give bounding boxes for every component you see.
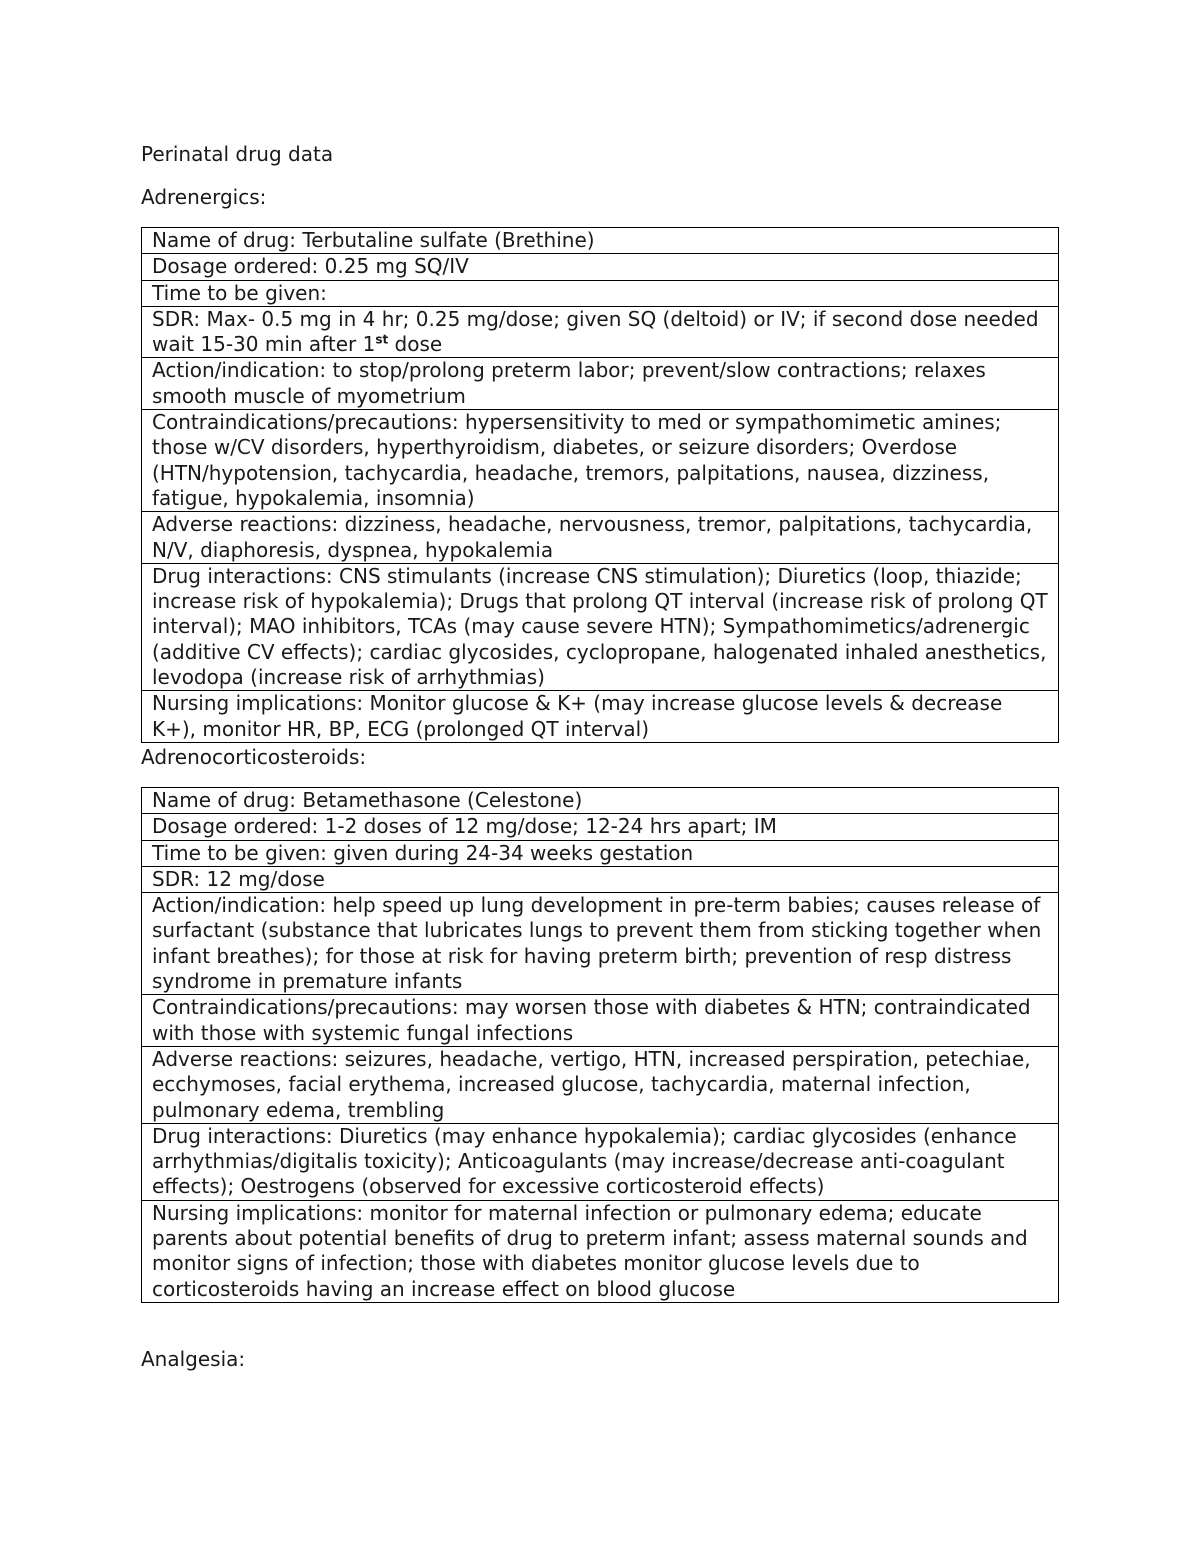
sdr-cell: SDR: 12 mg/dose [142, 866, 1059, 892]
table-row [142, 410, 1059, 512]
table-row [142, 995, 1059, 1047]
time-cell: Time to be given: given during 24-34 weeks gestation [142, 840, 1059, 866]
table-row [142, 1200, 1059, 1302]
adverse-reactions-cell: Adverse reactions: seizures, headache, vertigo, HTN, increased perspiration, petechiae, ecchymoses, facial erythema, increased glucose, tachycardia, maternal infection, pulmonary edema, trembling [142, 1046, 1059, 1123]
dosage-cell: Dosage ordered: 0.25 mg SQ/IV [142, 254, 1059, 280]
table-row [142, 840, 1059, 866]
table-row [142, 280, 1059, 306]
table-row [142, 228, 1059, 254]
sdr-cell [142, 306, 1059, 358]
section-heading-adrenocorticosteroids: Adrenocorticosteroids: [141, 744, 367, 769]
adrenergics-table [141, 227, 1059, 743]
section-heading-analgesia: Analgesia: [141, 1346, 246, 1371]
table-row [142, 306, 1059, 358]
table-row [142, 358, 1059, 410]
table-row [142, 691, 1059, 743]
contraindications-cell: Contraindications/precautions: may worsen those with diabetes & HTN; contraindicated with those with systemic fungal infections [142, 995, 1059, 1047]
table-row [142, 254, 1059, 280]
sdr-text: SDR: Max- 0.5 mg in 4 hr; 0.25 mg/dose; given SQ (deltoid) or IV; if second dose needed wait 15-30 min after 1 [152, 306, 1039, 357]
contraindications-cell: Contraindications/precautions: hypersensitivity to med or sympathomimetic amines; those w/CV disorders, hyperthyroidism, diabetes, or seizure disorders; Overdose (HTN/hypotension, tachycardia, headache, tremors, palpitations, nausea, dizziness, fatigue, hypokalemia, insomnia) [142, 410, 1059, 512]
action-cell: Action/indication: to stop/prolong preterm labor; prevent/slow contractions; relaxes smooth muscle of myometrium [142, 358, 1059, 410]
table-row [142, 563, 1059, 690]
table-row [142, 1123, 1059, 1200]
table-row [142, 512, 1059, 564]
nursing-implications-cell: Nursing implications: monitor for maternal infection or pulmonary edema; educate parents about potential benefits of drug to preterm infant; assess maternal sounds and monitor signs of infection; those with diabetes monitor glucose levels due to corticosteroids having an increase effect on blood glucose [142, 1200, 1059, 1302]
section-heading-adrenergics: Adrenergics: [141, 185, 267, 209]
adrenocorticosteroids-table [141, 787, 1059, 1303]
sdr-text-end: dose [388, 332, 443, 357]
table-row [142, 1046, 1059, 1123]
drug-interactions-cell: Drug interactions: Diuretics (may enhance hypokalemia); cardiac glycosides (enhance arrhythmias/digitalis toxicity); Anticoagulants (may increase/decrease anti-coagulant effects); Oestrogens (observed for excessive corticosteroid effects) [142, 1123, 1059, 1200]
table-row [142, 787, 1059, 813]
adverse-reactions-cell: Adverse reactions: dizziness, headache, nervousness, tremor, palpitations, tachycardia, N/V, diaphoresis, dyspnea, hypokalemia [142, 512, 1059, 564]
drug-interactions-cell: Drug interactions: CNS stimulants (increase CNS stimulation); Diuretics (loop, thiazide; increase risk of hypokalemia); Drugs that prolong QT interval (increase risk of prolong QT interval); MAO inhibitors, TCAs (may cause severe HTN); Sympathomimetics/adrenergic (additive CV effects); cardiac glycosides, cyclopropane, halogenated inhaled anesthetics, levodopa (increase risk of arrhythmias) [142, 563, 1059, 690]
document-page [141, 140, 1059, 1373]
table-row [142, 866, 1059, 892]
drug-name-cell: Name of drug: Betamethasone (Celestone) [142, 787, 1059, 813]
dosage-cell: Dosage ordered: 1-2 doses of 12 mg/dose; 12-24 hrs apart; IM [142, 814, 1059, 840]
time-cell: Time to be given: [142, 280, 1059, 306]
document-title: Perinatal drug data [141, 142, 334, 166]
table-row [142, 814, 1059, 840]
drug-name-cell: Name of drug: Terbutaline sulfate (Brethine) [142, 228, 1059, 254]
ordinal-superscript: st [375, 332, 389, 347]
nursing-implications-cell: Nursing implications: Monitor glucose & K+ (may increase glucose levels & decrease K+), monitor HR, BP, ECG (prolonged QT interval) [142, 691, 1059, 743]
table-row [142, 893, 1059, 995]
action-cell: Action/indication: help speed up lung development in pre-term babies; causes release of surfactant (substance that lubricates lungs to prevent them from sticking together when infant breathes); for those at risk for having preterm birth; prevention of resp distress syndrome in premature infants [142, 893, 1059, 995]
